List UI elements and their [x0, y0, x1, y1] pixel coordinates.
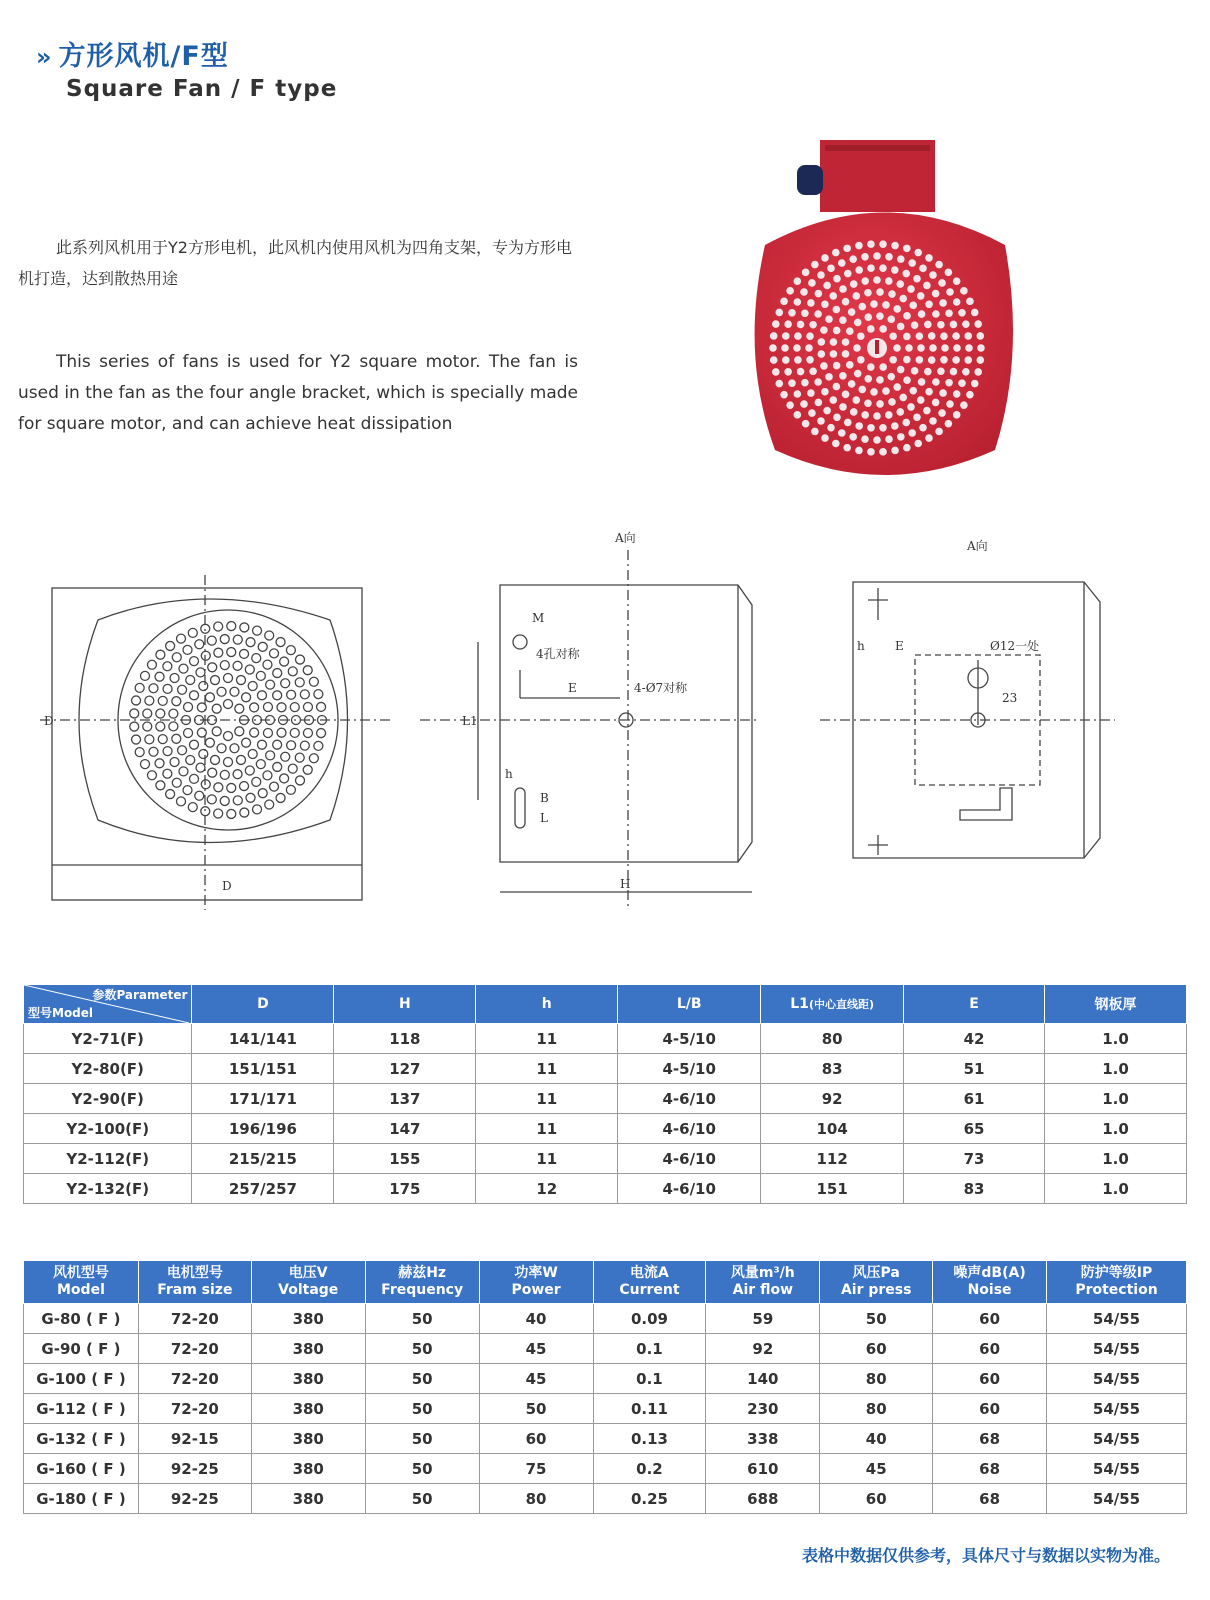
- corner-header-cell: [24, 985, 192, 1024]
- header-cn: 防护等级IP: [1080, 1265, 1153, 1281]
- table-cell: Y2-80(F): [24, 1054, 192, 1084]
- table-cell: 60: [479, 1424, 593, 1454]
- table-cell: 50: [820, 1304, 933, 1334]
- table-cell: 40: [820, 1424, 933, 1454]
- table-row: [24, 1334, 1187, 1364]
- table-cell: 137: [334, 1084, 476, 1114]
- header-cn: 风量m³/h: [730, 1265, 795, 1281]
- table-cell: 151: [761, 1174, 904, 1204]
- table-cell: 1.0: [1045, 1054, 1187, 1084]
- header-l1-text: L1: [790, 996, 809, 1012]
- table-cell: 61: [904, 1084, 1045, 1114]
- table-cell: 72-20: [138, 1334, 251, 1364]
- table-cell: 0.25: [593, 1484, 706, 1514]
- table-cell: 0.09: [593, 1304, 706, 1334]
- table-cell: 0.13: [593, 1424, 706, 1454]
- front-label-d-bottom: D: [222, 879, 232, 893]
- table-cell: 68: [933, 1484, 1047, 1514]
- table-cell: 50: [365, 1484, 479, 1514]
- header-cn: 风压Pa: [852, 1265, 900, 1281]
- table-cell: 1.0: [1045, 1084, 1187, 1114]
- header-en: Frequency: [381, 1282, 464, 1298]
- table-cell: 215/215: [192, 1144, 334, 1174]
- table-cell: 380: [251, 1304, 365, 1334]
- table-cell: 92: [761, 1084, 904, 1114]
- header-cell: [365, 1261, 479, 1304]
- page-subtitle: Square Fan / F type: [66, 76, 338, 102]
- table-cell: 1.0: [1045, 1114, 1187, 1144]
- table-cell: 72-20: [138, 1304, 251, 1334]
- header-en: Voltage: [278, 1282, 339, 1298]
- table-cell: 50: [365, 1394, 479, 1424]
- table-cell: 1.0: [1045, 1174, 1187, 1204]
- side-label-l: L: [540, 811, 548, 825]
- back-label-h: h: [857, 639, 865, 653]
- side-label-h: h: [505, 767, 513, 781]
- table-cell: 54/55: [1047, 1424, 1187, 1454]
- header-thickness: 钢板厚: [1045, 985, 1187, 1024]
- table-row: [24, 1394, 1187, 1424]
- table-cell: 75: [479, 1454, 593, 1484]
- header-en: Air flow: [732, 1282, 793, 1298]
- table-cell: 338: [706, 1424, 820, 1454]
- table-cell: 151/151: [192, 1054, 334, 1084]
- table-cell: 4-6/10: [618, 1084, 761, 1114]
- back-label-hole: Ø12一处: [990, 639, 1040, 653]
- table-cell: 175: [334, 1174, 476, 1204]
- table-cell: 50: [365, 1334, 479, 1364]
- table-cell: 60: [933, 1364, 1047, 1394]
- table-cell: 380: [251, 1454, 365, 1484]
- corner-parameter-label: 参数Parameter: [92, 988, 188, 1002]
- table-row: [24, 1304, 1187, 1334]
- table-cell: 380: [251, 1484, 365, 1514]
- table-cell: 11: [476, 1114, 618, 1144]
- table-cell: 45: [479, 1334, 593, 1364]
- table-cell: 60: [933, 1394, 1047, 1424]
- header-cell: [138, 1261, 251, 1304]
- table-cell: 4-6/10: [618, 1144, 761, 1174]
- header-cell: [933, 1261, 1047, 1304]
- table-cell: 54/55: [1047, 1304, 1187, 1334]
- table-cell: 0.1: [593, 1334, 706, 1364]
- table-cell: 50: [365, 1364, 479, 1394]
- description-cn: 此系列风机用于Y2方形电机，此风机内使用风机为四角支架，专为方形电机打造，达到散热用途: [18, 238, 572, 288]
- header-h-lower: h: [476, 985, 618, 1024]
- table-cell: 147: [334, 1114, 476, 1144]
- header-cell: [479, 1261, 593, 1304]
- header-lb: L/B: [618, 985, 761, 1024]
- side-label-holes: 4孔对称: [536, 647, 580, 661]
- header-cn: 电压V: [288, 1265, 328, 1281]
- table-cell: 92-25: [138, 1484, 251, 1514]
- table-cell: 92-15: [138, 1424, 251, 1454]
- side-label-h-upper: H: [620, 877, 631, 891]
- corner-model-label: 型号Model: [28, 1006, 94, 1020]
- title-cn-text: 方形风机/F型: [58, 41, 229, 72]
- table-cell: 171/171: [192, 1084, 334, 1114]
- table-cell: G-112 ( F ): [24, 1394, 139, 1424]
- table-cell: Y2-100(F): [24, 1114, 192, 1144]
- side-label-m: M: [532, 611, 545, 625]
- table-cell: G-90 ( F ): [24, 1334, 139, 1364]
- table-row: [24, 1114, 1187, 1144]
- parameter-table: [23, 984, 1187, 1204]
- side-label-b: B: [540, 791, 549, 805]
- table-cell: 257/257: [192, 1174, 334, 1204]
- table-cell: G-100 ( F ): [24, 1364, 139, 1394]
- table-cell: 230: [706, 1394, 820, 1424]
- header-en: Air press: [840, 1282, 912, 1298]
- header-e: E: [904, 985, 1045, 1024]
- table-row: [24, 1424, 1187, 1454]
- side-label-e: E: [568, 681, 577, 695]
- technical-drawings: [0, 520, 1210, 920]
- table-row: [24, 1144, 1187, 1174]
- header-en: Noise: [967, 1282, 1012, 1298]
- table-cell: 92: [706, 1334, 820, 1364]
- table-row: [24, 1364, 1187, 1394]
- header-h-upper: H: [334, 985, 476, 1024]
- table-cell: 45: [820, 1454, 933, 1484]
- side-label-holes2: 4-Ø7对称: [634, 681, 688, 695]
- table-cell: Y2-132(F): [24, 1174, 192, 1204]
- table-cell: 141/141: [192, 1024, 334, 1054]
- table-cell: 380: [251, 1424, 365, 1454]
- parameter-table-header: [24, 985, 1187, 1024]
- table-cell: 4-6/10: [618, 1114, 761, 1144]
- table-cell: 4-6/10: [618, 1174, 761, 1204]
- table-cell: 127: [334, 1054, 476, 1084]
- header-cell: [706, 1261, 820, 1304]
- table-cell: 1.0: [1045, 1024, 1187, 1054]
- table-cell: 51: [904, 1054, 1045, 1084]
- table-cell: 0.1: [593, 1364, 706, 1394]
- table-cell: 4-5/10: [618, 1054, 761, 1084]
- header-cn: 电机型号: [166, 1265, 223, 1281]
- table-cell: 50: [365, 1304, 479, 1334]
- header-en: Protection: [1075, 1282, 1158, 1298]
- back-label-e: E: [895, 639, 904, 653]
- header-cell: [1047, 1261, 1187, 1304]
- chevron-right-icon: »: [36, 43, 53, 71]
- header-cell: [24, 1261, 139, 1304]
- table-cell: 60: [933, 1304, 1047, 1334]
- table-cell: 11: [476, 1084, 618, 1114]
- table-cell: G-132 ( F ): [24, 1424, 139, 1454]
- table-cell: 380: [251, 1394, 365, 1424]
- header-cn: 风机型号: [52, 1265, 109, 1281]
- table-cell: 0.11: [593, 1394, 706, 1424]
- table-cell: 65: [904, 1114, 1045, 1144]
- table-cell: 80: [479, 1484, 593, 1514]
- table-cell: G-160 ( F ): [24, 1454, 139, 1484]
- header-cn: 功率W: [514, 1265, 558, 1281]
- header-cn: 赫兹Hz: [398, 1265, 447, 1281]
- table-row: [24, 1484, 1187, 1514]
- table-cell: 68: [933, 1424, 1047, 1454]
- table-cell: G-80 ( F ): [24, 1304, 139, 1334]
- side-label-l1: L1: [462, 714, 478, 728]
- table-cell: 112: [761, 1144, 904, 1174]
- back-label-direction: A向: [967, 539, 988, 553]
- table-cell: 380: [251, 1364, 365, 1394]
- table-cell: Y2-112(F): [24, 1144, 192, 1174]
- table-cell: 73: [904, 1144, 1045, 1174]
- description-en: This series of fans is used for Y2 square motor. The fan is used in the fan as the four angle bracket, which is specially made for square motor, and can achieve heat dissipation: [18, 352, 578, 434]
- table-cell: 42: [904, 1024, 1045, 1054]
- header-en: Model: [57, 1282, 105, 1298]
- table-cell: 11: [476, 1144, 618, 1174]
- table-cell: 196/196: [192, 1114, 334, 1144]
- header-cell: [251, 1261, 365, 1304]
- table-cell: 80: [761, 1024, 904, 1054]
- table-cell: 118: [334, 1024, 476, 1054]
- front-label-d-side: D: [44, 714, 54, 728]
- table-cell: 68: [933, 1454, 1047, 1484]
- performance-table: [23, 1260, 1187, 1514]
- table-cell: G-180 ( F ): [24, 1484, 139, 1514]
- table-cell: 80: [820, 1364, 933, 1394]
- table-cell: 60: [933, 1334, 1047, 1364]
- table-cell: 688: [706, 1484, 820, 1514]
- table-cell: 11: [476, 1024, 618, 1054]
- table-cell: 50: [365, 1454, 479, 1484]
- table-cell: 4-5/10: [618, 1024, 761, 1054]
- table-cell: 54/55: [1047, 1334, 1187, 1364]
- table-row: [24, 1054, 1187, 1084]
- table-cell: 60: [820, 1484, 933, 1514]
- table-cell: 610: [706, 1454, 820, 1484]
- table-cell: 54/55: [1047, 1394, 1187, 1424]
- table-cell: 12: [476, 1174, 618, 1204]
- header-cn: 噪声dB(A): [953, 1265, 1026, 1281]
- table-cell: 54/55: [1047, 1364, 1187, 1394]
- table-row: [24, 1174, 1187, 1204]
- red-square-fan-cover-photo-icon: [725, 140, 1045, 500]
- header-cell: [820, 1261, 933, 1304]
- table-cell: 11: [476, 1054, 618, 1084]
- back-label-dim23: 23: [1002, 691, 1018, 705]
- table-cell: 83: [761, 1054, 904, 1084]
- table-cell: 59: [706, 1304, 820, 1334]
- table-cell: 72-20: [138, 1364, 251, 1394]
- page-title: [36, 34, 229, 73]
- table-cell: 50: [479, 1394, 593, 1424]
- table-cell: 92-25: [138, 1454, 251, 1484]
- footer-note: 表格中数据仅供参考，具体尺寸与数据以实物为准。: [801, 1546, 1170, 1565]
- table-cell: 50: [365, 1424, 479, 1454]
- table-cell: 0.2: [593, 1454, 706, 1484]
- table-cell: 80: [820, 1394, 933, 1424]
- header-l1-note: (中心直线距): [808, 998, 874, 1011]
- table-cell: 83: [904, 1174, 1045, 1204]
- table-row: [24, 1024, 1187, 1054]
- table-row: [24, 1084, 1187, 1114]
- header-en: Fram size: [157, 1282, 233, 1298]
- table-cell: 140: [706, 1364, 820, 1394]
- table-cell: 54/55: [1047, 1484, 1187, 1514]
- header-l1: [761, 985, 904, 1024]
- table-cell: 104: [761, 1114, 904, 1144]
- table-row: [24, 1454, 1187, 1484]
- header-cell: [593, 1261, 706, 1304]
- table-cell: 54/55: [1047, 1454, 1187, 1484]
- table-cell: 380: [251, 1334, 365, 1364]
- table-cell: 40: [479, 1304, 593, 1334]
- header-en: Current: [619, 1282, 680, 1298]
- table-cell: 60: [820, 1334, 933, 1364]
- table-cell: 155: [334, 1144, 476, 1174]
- table-cell: 1.0: [1045, 1144, 1187, 1174]
- table-cell: Y2-71(F): [24, 1024, 192, 1054]
- table-cell: 72-20: [138, 1394, 251, 1424]
- table-cell: Y2-90(F): [24, 1084, 192, 1114]
- side-label-direction: A向: [615, 531, 636, 545]
- table-cell: 45: [479, 1364, 593, 1394]
- performance-table-header: [24, 1261, 1187, 1304]
- header-cn: 电流A: [630, 1265, 669, 1281]
- header-d: D: [192, 985, 334, 1024]
- header-en: Power: [511, 1282, 561, 1298]
